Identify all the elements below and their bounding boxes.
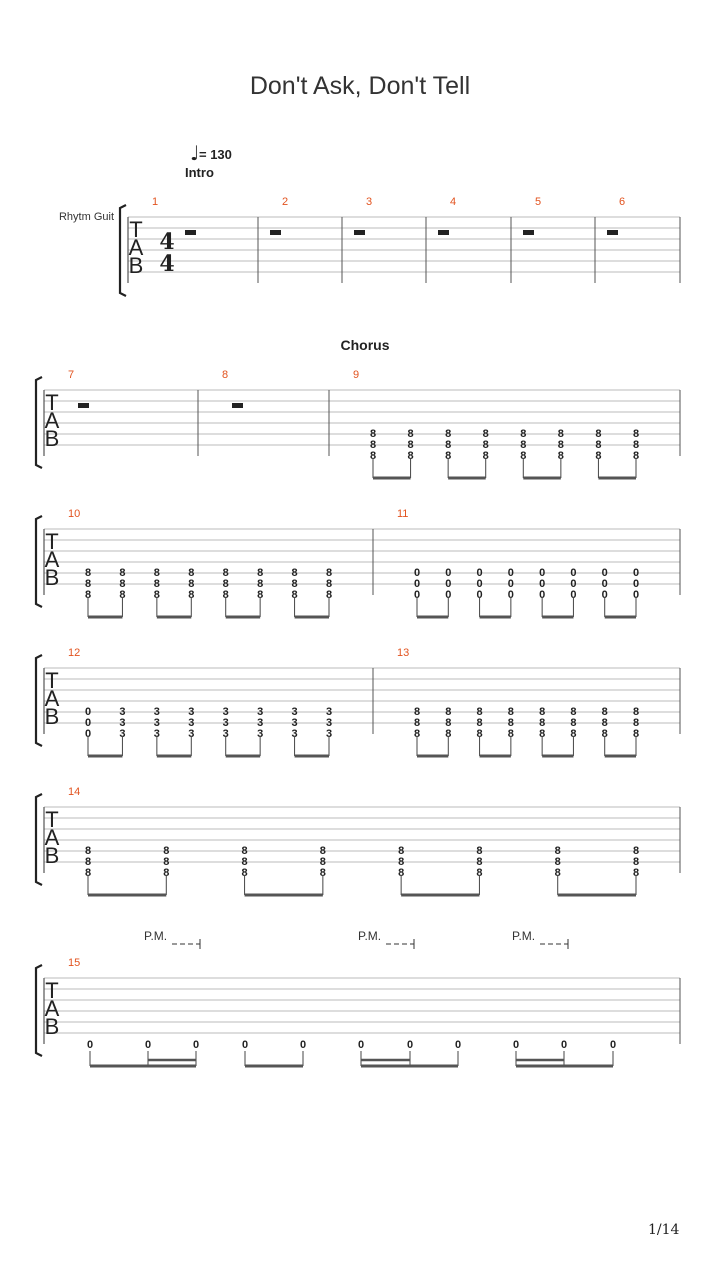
fret-number: 8: [119, 567, 126, 579]
fret-number: 8: [413, 728, 421, 740]
fret-number: 0: [86, 1039, 94, 1051]
measure-number: 15: [68, 957, 81, 969]
fret-number: 0: [570, 589, 577, 601]
fret-number: 8: [325, 578, 333, 590]
fret-number: 3: [188, 728, 195, 740]
rest-symbol: [185, 230, 196, 235]
fret-number: 8: [554, 867, 561, 879]
fret-number: 8: [407, 450, 414, 462]
measure-number: 9: [353, 369, 360, 381]
time-signature-bottom: 4: [159, 251, 175, 277]
fret-number: 8: [84, 867, 92, 879]
fret-number: 8: [507, 728, 514, 740]
fret-number: 0: [192, 1039, 200, 1051]
tab-clef-letter: A: [128, 235, 144, 260]
measure-number: 4: [450, 196, 457, 208]
fret-number: 8: [445, 728, 452, 740]
fret-number: 8: [369, 450, 377, 462]
fret-number: 3: [153, 728, 160, 740]
fret-number: 8: [595, 428, 602, 440]
fret-number: 8: [632, 856, 640, 868]
fret-number: 3: [119, 706, 126, 718]
measure-number: 13: [397, 647, 410, 659]
system-bracket: [36, 794, 42, 885]
fret-number: 0: [413, 567, 421, 579]
fret-number: 8: [369, 428, 377, 440]
section-label: Chorus: [340, 337, 390, 353]
fret-number: 8: [407, 439, 414, 451]
fret-number: 8: [398, 845, 405, 857]
time-signature-top: 4: [159, 229, 175, 255]
fret-number: 8: [557, 428, 564, 440]
fret-number: 8: [445, 706, 452, 718]
fret-number: 8: [119, 589, 126, 601]
fret-number: 0: [84, 706, 92, 718]
fret-number: 0: [299, 1039, 307, 1051]
fret-number: 8: [291, 567, 298, 579]
fret-number: 8: [445, 717, 452, 729]
fret-number: 8: [153, 589, 160, 601]
fret-number: 0: [445, 589, 452, 601]
fret-number: 8: [632, 867, 640, 879]
fret-number: 3: [188, 706, 195, 718]
fret-number: 8: [445, 428, 452, 440]
tempo-marking: = 130: [199, 147, 232, 162]
fret-number: 0: [413, 589, 421, 601]
system-bracket: [36, 655, 42, 746]
fret-number: 8: [319, 867, 326, 879]
system-bracket: [36, 516, 42, 607]
fret-number: 8: [222, 589, 229, 601]
fret-number: 8: [257, 589, 264, 601]
tab-clef-letter: A: [44, 996, 60, 1021]
fret-number: 0: [570, 578, 577, 590]
palm-mute-label: P.M.: [144, 929, 168, 943]
tab-clef-letter: T: [45, 390, 59, 415]
measure-number: 2: [282, 196, 289, 208]
fret-number: 0: [476, 578, 483, 590]
fret-number: 3: [291, 717, 298, 729]
fret-number: 3: [325, 728, 333, 740]
fret-number: 8: [554, 856, 561, 868]
fret-number: 0: [84, 728, 92, 740]
measure-number: 3: [366, 196, 373, 208]
fret-number: 3: [153, 706, 160, 718]
fret-number: 0: [357, 1039, 365, 1051]
fret-number: 8: [476, 856, 483, 868]
fret-number: 8: [520, 428, 527, 440]
fret-number: 8: [632, 450, 640, 462]
system-bracket: [36, 377, 42, 468]
fret-number: 8: [557, 450, 564, 462]
fret-number: 0: [144, 1039, 152, 1051]
fret-number: 8: [398, 867, 405, 879]
fret-number: 0: [560, 1039, 568, 1051]
fret-number: 0: [601, 589, 608, 601]
fret-number: 0: [632, 589, 640, 601]
tab-clef-letter: B: [44, 704, 60, 729]
measure-number: 10: [68, 508, 81, 520]
fret-number: 8: [601, 728, 608, 740]
fret-number: 8: [84, 578, 92, 590]
measure-number: 12: [68, 647, 81, 659]
tab-clef-letter: B: [128, 253, 144, 278]
fret-number: 0: [601, 567, 608, 579]
tab-clef-letter: B: [44, 843, 60, 868]
fret-number: 3: [119, 728, 126, 740]
fret-number: 8: [163, 845, 170, 857]
fret-number: 0: [476, 589, 483, 601]
tab-clef-letter: B: [44, 1014, 60, 1039]
fret-number: 8: [413, 717, 421, 729]
fret-number: 0: [507, 578, 514, 590]
fret-number: 8: [632, 439, 640, 451]
fret-number: 0: [601, 578, 608, 590]
fret-number: 3: [257, 728, 264, 740]
palm-mute-label: P.M.: [512, 929, 536, 943]
fret-number: 3: [257, 706, 264, 718]
fret-number: 3: [257, 717, 264, 729]
fret-number: 8: [84, 845, 92, 857]
fret-number: 8: [188, 578, 195, 590]
fret-number: 3: [222, 706, 229, 718]
fret-number: 8: [632, 428, 640, 440]
fret-number: 8: [595, 450, 602, 462]
system-bracket: [36, 965, 42, 1056]
measure-number: 11: [397, 508, 409, 520]
measure-number: 14: [68, 786, 81, 798]
rest-symbol: [438, 230, 449, 235]
track-name: Rhytm Guit: [58, 211, 114, 223]
fret-number: 8: [632, 717, 640, 729]
fret-number: 8: [539, 717, 546, 729]
fret-number: 8: [601, 717, 608, 729]
fret-number: 8: [241, 856, 248, 868]
fret-number: 8: [570, 728, 577, 740]
fret-number: 0: [445, 578, 452, 590]
fret-number: 8: [539, 728, 546, 740]
fret-number: 8: [325, 567, 333, 579]
fret-number: 3: [153, 717, 160, 729]
palm-mute-label: P.M.: [358, 929, 382, 943]
tab-clef-letter: T: [129, 217, 143, 242]
fret-number: 8: [398, 856, 405, 868]
rest-symbol: [270, 230, 281, 235]
fret-number: 8: [632, 728, 640, 740]
fret-number: 0: [507, 567, 514, 579]
fret-number: 8: [153, 567, 160, 579]
tab-clef-letter: A: [44, 547, 60, 572]
measure-number: 1: [152, 196, 159, 208]
fret-number: 0: [476, 567, 483, 579]
fret-number: 8: [595, 439, 602, 451]
fret-number: 8: [445, 450, 452, 462]
fret-number: 8: [163, 856, 170, 868]
tab-clef-letter: B: [44, 565, 60, 590]
fret-number: 8: [557, 439, 564, 451]
tab-clef-letter: A: [44, 686, 60, 711]
fret-number: 8: [119, 578, 126, 590]
fret-number: 3: [291, 706, 298, 718]
system-bracket: [120, 205, 126, 296]
measure-number: 6: [619, 196, 626, 208]
fret-number: 0: [512, 1039, 520, 1051]
fret-number: 8: [84, 567, 92, 579]
tab-clef-letter: T: [45, 668, 59, 693]
fret-number: 0: [632, 578, 640, 590]
fret-number: 3: [188, 717, 195, 729]
fret-number: 0: [413, 578, 421, 590]
page-number: 1/14: [648, 1222, 680, 1238]
fret-number: 0: [539, 589, 546, 601]
fret-number: 3: [325, 706, 333, 718]
fret-number: 3: [325, 717, 333, 729]
fret-number: 8: [319, 856, 326, 868]
fret-number: 8: [520, 439, 527, 451]
rest-symbol: [78, 403, 89, 408]
fret-number: 8: [632, 845, 640, 857]
fret-number: 8: [482, 450, 489, 462]
fret-number: 8: [188, 589, 195, 601]
rest-symbol: [232, 403, 243, 408]
fret-number: 8: [539, 706, 546, 718]
fret-number: 3: [222, 728, 229, 740]
fret-number: 3: [291, 728, 298, 740]
tab-clef-letter: A: [44, 825, 60, 850]
rest-symbol: [354, 230, 365, 235]
fret-number: 8: [257, 578, 264, 590]
fret-number: 8: [188, 567, 195, 579]
tab-clef-letter: B: [44, 426, 60, 451]
fret-number: 8: [257, 567, 264, 579]
fret-number: 8: [476, 706, 483, 718]
fret-number: 8: [153, 578, 160, 590]
fret-number: 0: [539, 567, 546, 579]
fret-number: 0: [609, 1039, 617, 1051]
fret-number: 8: [507, 706, 514, 718]
fret-number: 0: [570, 567, 577, 579]
fret-number: 8: [570, 717, 577, 729]
fret-number: 8: [632, 706, 640, 718]
fret-number: 0: [241, 1039, 249, 1051]
fret-number: 8: [476, 845, 483, 857]
fret-number: 8: [476, 728, 483, 740]
fret-number: 8: [445, 439, 452, 451]
fret-number: 0: [84, 717, 92, 729]
fret-number: 8: [84, 856, 92, 868]
fret-number: 8: [570, 706, 577, 718]
tab-clef-letter: A: [44, 408, 60, 433]
fret-number: 8: [84, 589, 92, 601]
fret-number: 8: [476, 867, 483, 879]
tab-clef-letter: T: [45, 978, 59, 1003]
fret-number: 8: [476, 717, 483, 729]
measure-number: 7: [68, 369, 75, 381]
fret-number: 8: [222, 578, 229, 590]
fret-number: 8: [222, 567, 229, 579]
fret-number: 3: [222, 717, 229, 729]
fret-number: 8: [482, 439, 489, 451]
fret-number: 3: [119, 717, 126, 729]
rest-symbol: [607, 230, 618, 235]
tab-clef-letter: T: [45, 807, 59, 832]
fret-number: 8: [482, 428, 489, 440]
fret-number: 0: [632, 567, 640, 579]
fret-number: 0: [454, 1039, 462, 1051]
fret-number: 8: [319, 845, 326, 857]
fret-number: 8: [601, 706, 608, 718]
rest-symbol: [523, 230, 534, 235]
fret-number: 0: [507, 589, 514, 601]
fret-number: 8: [507, 717, 514, 729]
fret-number: 8: [413, 706, 421, 718]
fret-number: 8: [554, 845, 561, 857]
fret-number: 8: [241, 845, 248, 857]
fret-number: 8: [241, 867, 248, 879]
fret-number: 0: [445, 567, 452, 579]
song-title: Don't Ask, Don't Tell: [249, 72, 471, 100]
fret-number: 8: [291, 578, 298, 590]
fret-number: 8: [369, 439, 377, 451]
fret-number: 8: [325, 589, 333, 601]
fret-number: 8: [163, 867, 170, 879]
measure-number: 8: [222, 369, 229, 381]
fret-number: 0: [406, 1039, 414, 1051]
fret-number: 8: [407, 428, 414, 440]
fret-number: 8: [291, 589, 298, 601]
section-label: Intro: [185, 165, 214, 180]
measure-number: 5: [535, 196, 542, 208]
fret-number: 8: [520, 450, 527, 462]
tab-clef-letter: T: [45, 529, 59, 554]
fret-number: 0: [539, 578, 546, 590]
tempo-note-icon: ♩: [190, 141, 200, 165]
